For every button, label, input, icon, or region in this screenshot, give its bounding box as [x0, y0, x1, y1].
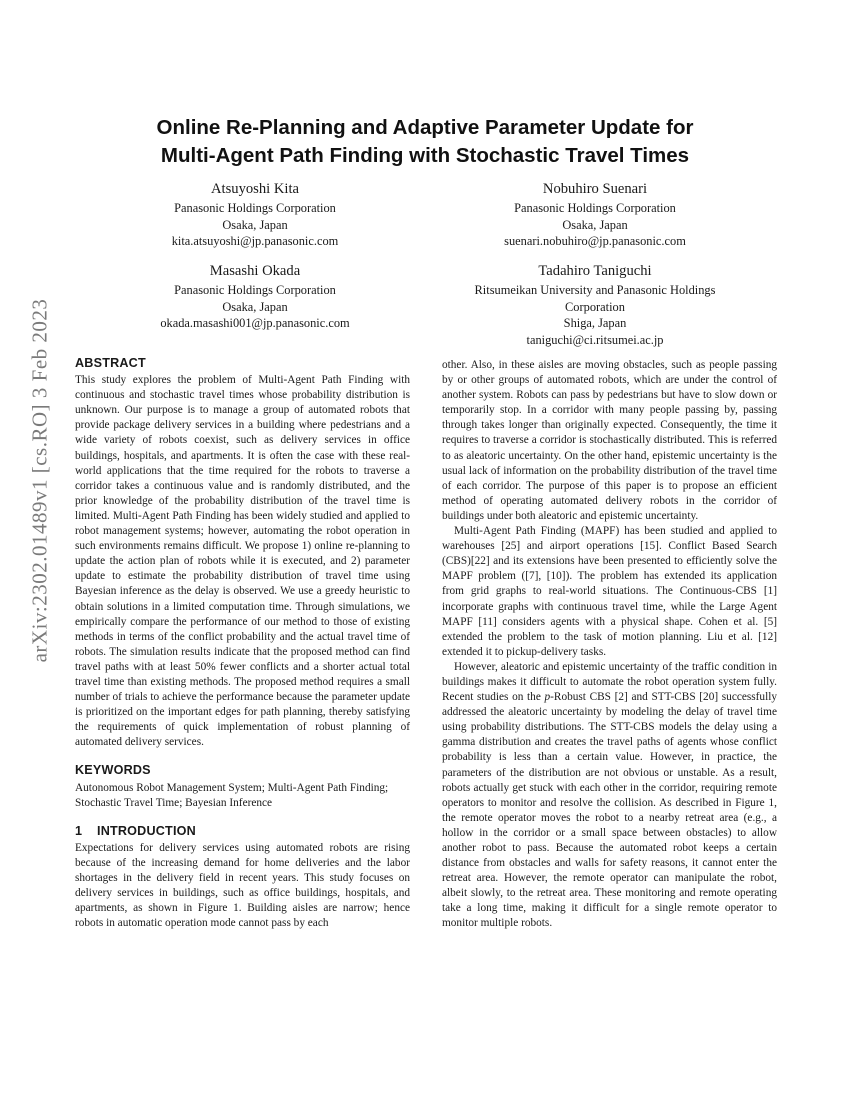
paper-title — [75, 114, 775, 170]
author-name: Atsuyoshi Kita — [211, 181, 299, 197]
author-email: suenari.nobuhiro@jp.panasonic.com — [504, 234, 686, 249]
author-name: Tadahiro Taniguchi — [538, 263, 652, 279]
author-location: Osaka, Japan — [562, 217, 628, 232]
right-column — [442, 358, 777, 932]
keywords-heading: KEYWORDS — [75, 763, 151, 778]
left-column — [75, 356, 410, 931]
p3-italic-p: p — [544, 691, 551, 704]
author-location: Shiga, Japan — [563, 316, 627, 331]
author-location: Osaka, Japan — [222, 299, 288, 314]
author-email: taniguchi@ci.ritsumei.ac.jp — [526, 332, 664, 347]
author-affiliation: Panasonic Holdings Corporation — [174, 283, 336, 297]
title-line-2: Multi-Agent Path Finding with Stochastic Travel Times — [160, 144, 690, 167]
author-affiliation: Panasonic Holdings Corporation — [514, 201, 676, 215]
author-affiliation: Ritsumeikan University and Panasonic Holdings — [474, 283, 716, 297]
author-email: okada.masashi001@jp.panasonic.com — [160, 316, 350, 331]
arxiv-stamp — [22, 300, 58, 660]
author-block-2 — [430, 180, 760, 250]
right-paragraph-3 — [442, 660, 777, 932]
arxiv-stamp-text: arXiv:2302.01489v1 [cs.RO] 3 Feb 2023 — [27, 298, 52, 662]
author-name: Nobuhiro Suenari — [542, 181, 648, 197]
p3-text-before: However, aleatoric and epistemic uncertainty of the traffic condition in buildings makes it difficult to automate the robot operation system fully. Recent studies on the — [442, 660, 777, 704]
abstract-heading: ABSTRACT — [75, 356, 146, 370]
author-block-4 — [430, 262, 760, 348]
p3-text-after: -Robust CBS [2] and STT-CBS [20] successfully addressed the aleatoric uncertainty by modeling the delay of travel time using probability distributions. The STT-CBS models the delay using a gamma distribution and creates the travel paths of agents whose conflict probability is less than a certain value. However, in practice, the parameters of the distribution are not obvious or unstable. As a result, robots actually get stuck with each other in the corridor, requiring remote operators to monitor and resolve the collision. As described in Figure 1, the remote operator moves the robot to a nearby retreat area (e.g., a hollow in the corridor or a small space between obstacles) to allow another robot to pass. Because the automated robot keeps a certain distance from obstacles and walls for safety reasons, it cannot enter the retreat area. However, the remote operator can manipulate the robot, albeit slowly, to the retreat area. These monitoring and remote operating take a long time, making it difficult for a single remote operator to monitor multiple robots. — [442, 691, 777, 930]
author-affiliation: Panasonic Holdings Corporation — [174, 201, 336, 215]
author-block-3 — [90, 262, 420, 332]
introduction-heading — [75, 824, 410, 839]
author-location: Osaka, Japan — [222, 217, 288, 232]
section-number: 1 — [75, 823, 83, 838]
author-name: Masashi Okada — [209, 263, 301, 279]
abstract-text: This study explores the problem of Multi-Agent Path Finding with continuous and stochastic travel times whose probability distribution is unknown. Our purpose is to manage a group of automated robots that provide package delivery services in a building where pedestrians and a wide variety of robots coexist, such as delivery services in office buildings, hospitals, and apartments. It is often the case with these real-world applications that the time required for the robots to traverse a corridor takes a continuous value and is randomly distributed, and the prior knowledge of the probability distribution of the travel time is limited. Multi-Agent Path Finding has been widely studied and applied to robot management systems; however, automating the robot operation in such environments remains difficult. We propose 1) online re-planning to update the action plan of robots while it is executed, and 2) parameter update to estimate the probability distribution of travel time using Bayesian inference as the delay is observed. We use a greedy heuristic to obtain solutions in a limited computation time. Through simulations, we empirically compare the performance of our method to those of existing methods in terms of the conflict probability and the actual travel time of robots. The simulation results indicate that the proposed method can find travel paths with at least 50% fewer conflicts and a shorter actual total travel time than existing methods. The proposed method requires a small number of trials to achieve the performance because the parameter update is prioritized on the important edges for path planning, thereby satisfying the requirements of quick implementation of robust planning of automated delivery services. — [75, 374, 410, 749]
author-email: kita.atsuyoshi@jp.panasonic.com — [171, 234, 339, 249]
author-block-1 — [90, 180, 420, 250]
keywords-text: Autonomous Robot Management System; Multi-Agent Path Finding; Stochastic Travel Time; Bayesian Inference — [75, 781, 389, 809]
title-line-1: Online Re-Planning and Adaptive Parameter Update for — [156, 116, 694, 139]
introduction-paragraph-1: Expectations for delivery services using automated robots are rising because of the increasing demand for home deliveries and the labor shortages in the delivery field in recent years. This study focuses on delivery services in buildings, such as office buildings, hospitals, and apartments, as shown in Figure 1. Building aisles are narrow; hence robots in automatic operation mode cannot pass by each — [75, 841, 410, 930]
section-title: INTRODUCTION — [97, 823, 196, 838]
right-paragraph-1: other. Also, in these aisles are moving obstacles, such as people passing by or other groups of automated robots, which are under the control of another system. Robots can pass by pedestrians but have to slow down or temporarily stop. In a corridor with many people passing by, passing through takes longer than originally expected. Consequently, the time it requires to traverse a corridor is stochastically distributed. This is referred to as aleatoric uncertainty. On the other hand, epistemic uncertainty is the usual lack of information on the probability distribution of the travel time of each corridor. The purpose of this paper is to propose an efficient method of operating automated delivery robots in the corridor of buildings under both aleatoric and epistemic uncertainty. — [442, 359, 777, 522]
author-affiliation-cont: Corporation — [565, 299, 625, 314]
right-paragraph-2: Multi-Agent Path Finding (MAPF) has been studied and applied to warehouses [25] and airport operations [15]. Conflict Based Search (CBS)[22] and its extensions have been presented to efficiently solve the MAPF problem ([7], [10]). The problem has extended its application from grid graphs to real-world situations. The Continuous-CBS [1] incorporate graphs with continuous travel time, while the Large Agent MAPF [11] considers agents with a physical shape. Cohen et al. [5] extended the problem to the task of motion planning. Liu et al. [12] extended it to pickup-delivery tasks. — [442, 525, 777, 658]
